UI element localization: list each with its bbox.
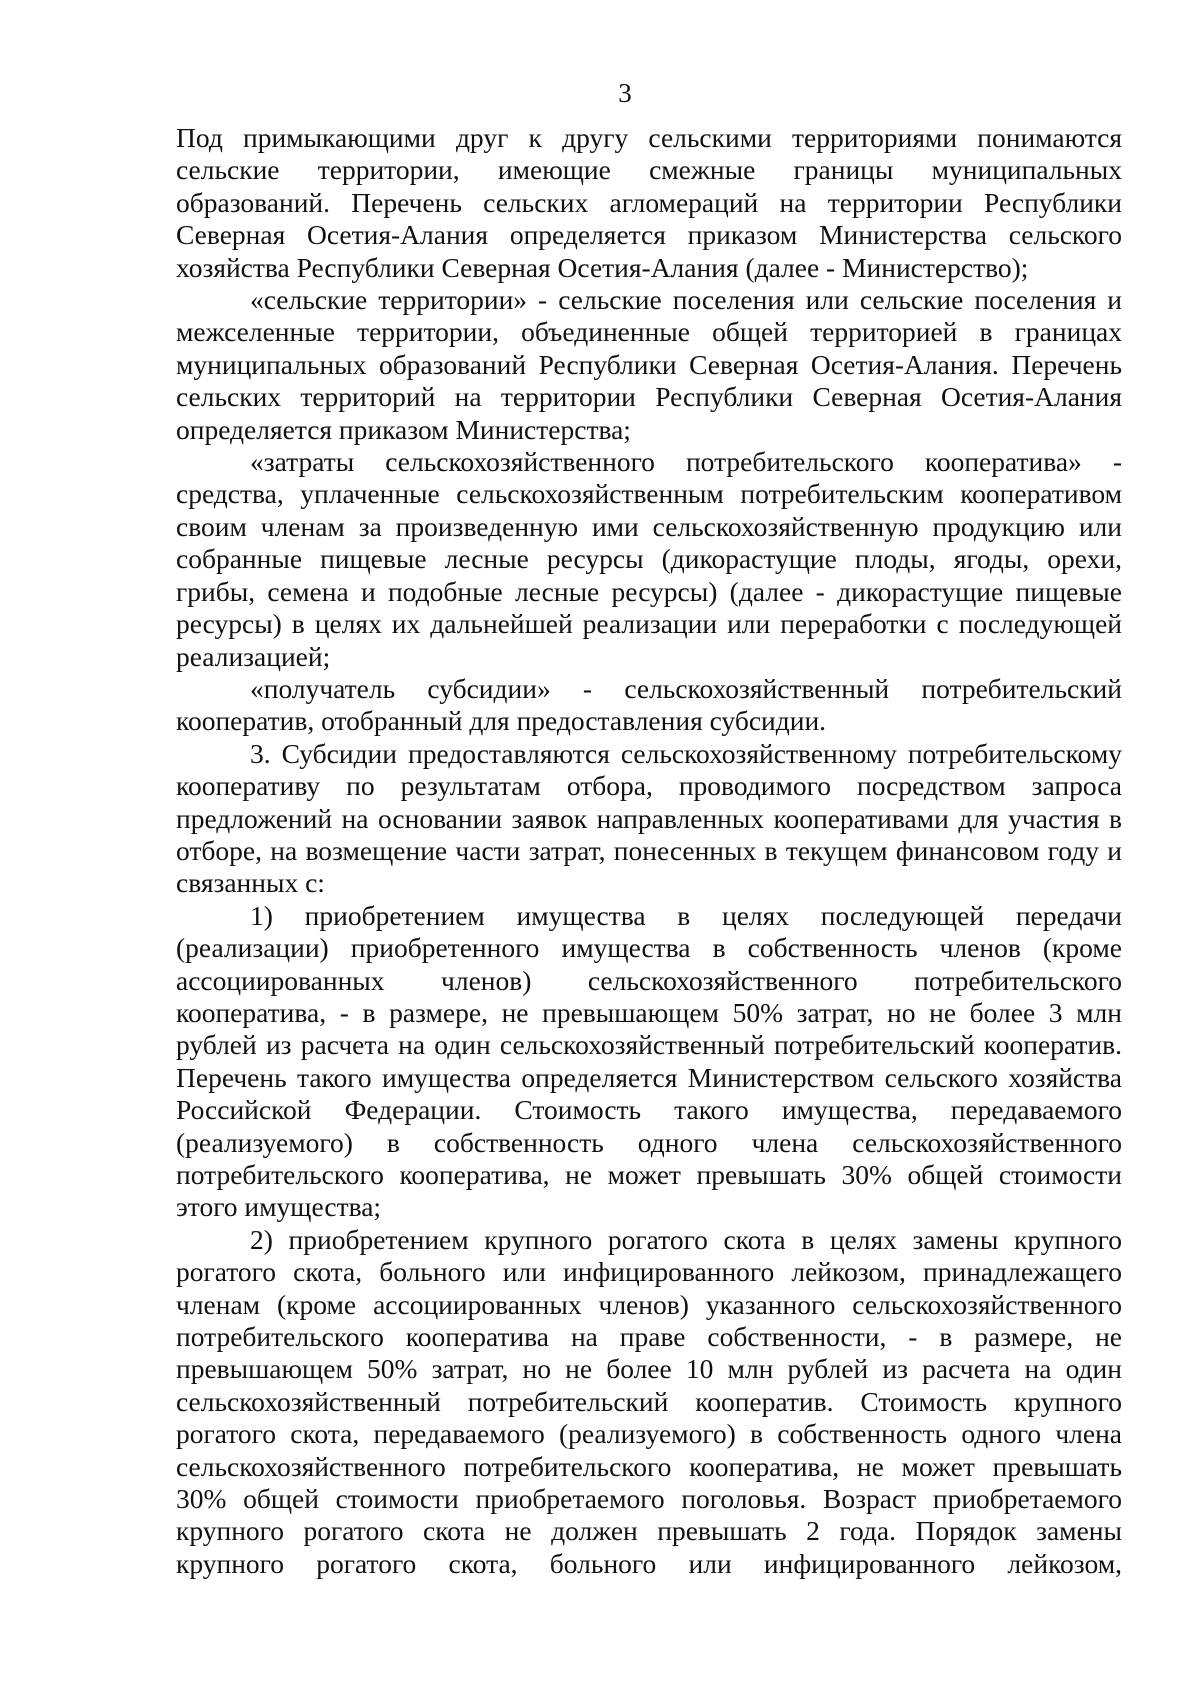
paragraph-item-1: 1) приобретением имущества в целях последующей передачи (реализации) приобретенного имущества в собственность членов (кроме ассоциированных членов) сельскохозяйственного потребительского кооператива, - в размере, не превышающем 50% затрат, но не более 3 млн рублей из расчета на один сельскохозяйственный потребительский кооператив. Перечень такого имущества определяется Министерством сельского хозяйства Российской Федерации. Стоимость такого имущества, передаваемого (реализуемого) в собственность одного члена сельскохозяйственного потребительского кооператива, не может превышать 30% общей стоимости этого имущества; — [176, 899, 1122, 1223]
page-number: 3 — [618, 78, 632, 108]
paragraph-section-3: 3. Субсидии предоставляются сельскохозяйственному потребительскому кооперативу по результатам отбора, проводимого посредством запроса предложений на основании заявок направленных кооперативами для участия в отборе, на возмещение части затрат, понесенных в текущем финансовом году и связанных с: — [176, 737, 1122, 899]
paragraph-subsidy-recipient: «получатель субсидии» - сельскохозяйственный потребительский кооператив, отобранный для предоставления субсидии. — [176, 672, 1122, 737]
paragraph-item-2: 2) приобретением крупного рогатого скота в целях замены крупного рогатого скота, больного или инфицированного лейкозом, принадлежащего членам (кроме ассоциированных членов) указанного сельскохозяйственного потребительского кооператива на праве собственности, - в размере, не превышающем 50% затрат, но не более 10 млн рублей из расчета на один сельскохозяйственный потребительский кооператив. Стоимость крупного рогатого скота, передаваемого (реализуемого) в собственность одного члена сельскохозяйственного потребительского кооператива, не может превышать 30% общей стоимости приобретаемого поголовья. Возраст приобретаемого крупного рогатого скота не должен превышать 2 года. Порядок замены крупного рогатого скота, больного или инфицированного лейкозом, — [176, 1223, 1122, 1579]
paragraph-cooperative-costs: «затраты сельскохозяйственного потребительского кооператива» - средства, уплаченные сельскохозяйственным потребительским кооперативом своим членам за произведенную ими сельскохозяйственную продукцию или собранные пищевые лесные ресурсы (дикорастущие плоды, ягоды, орехи, грибы, семена и подобные лесные ресурсы) (далее - дикорастущие пищевые ресурсы) в целях их дальнейшей реализации или переработки с последующей реализацией; — [176, 446, 1122, 672]
paragraph-rural-territories: «сельские территории» - сельские поселения или сельские поселения и межселенные территории, объединенные общей территорией в границах муниципальных образований Республики Северная Осетия-Алания. Перечень сельских территорий на территории Республики Северная Осетия-Алания определяется приказом Министерства; — [176, 284, 1122, 445]
paragraph-agglomerations: Под примыкающими друг к другу сельскими территориями понимаются сельские территории, имеющие смежные границы муниципальных образований. Перечень сельских агломераций на территории Республики Северная Осетия-Алания определяется приказом Министерства сельского хозяйства Республики Северная Осетия-Алания (далее - Министерство); — [176, 122, 1122, 283]
document-body — [176, 122, 1122, 1580]
